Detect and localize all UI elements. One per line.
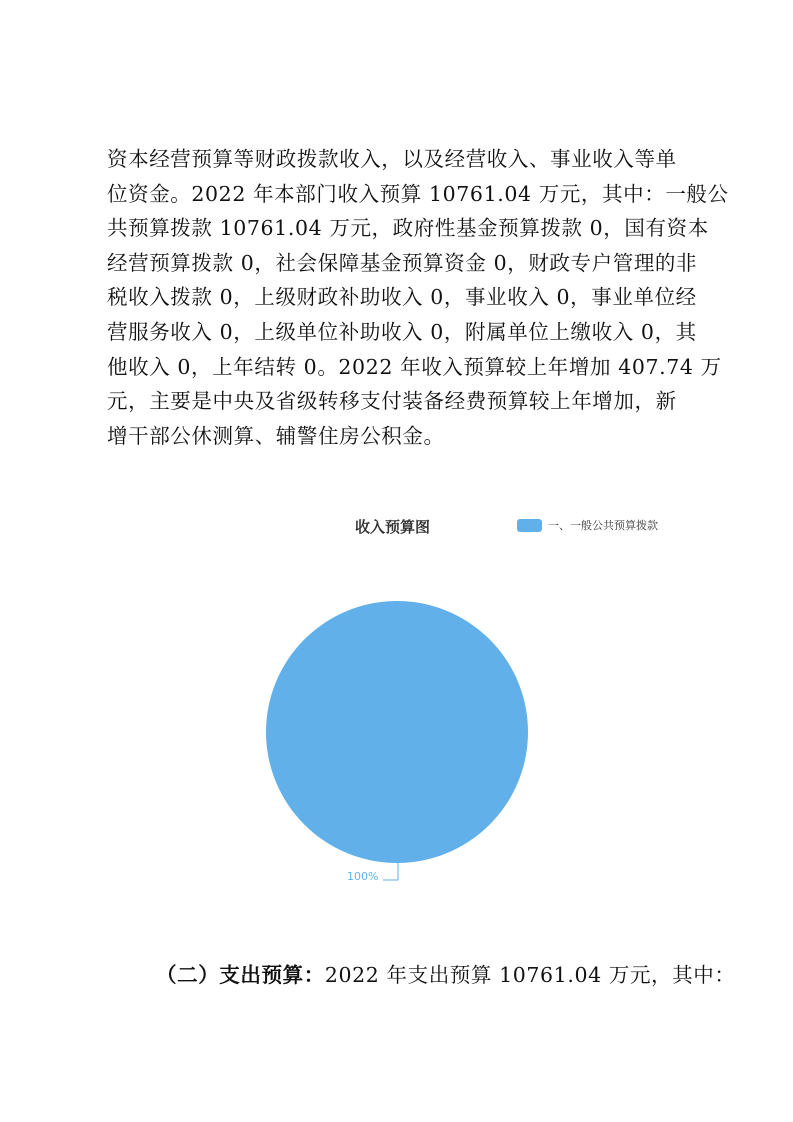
label-leader-line <box>383 862 398 880</box>
paragraph-line: 共预算拨款 10761.04 万元，政府性基金预算拨款 0，国有资本 <box>107 216 709 241</box>
section-heading-line <box>156 958 735 988</box>
section-heading: （二）支出预算： <box>156 963 325 987</box>
slice-percent-label: 100% <box>347 870 379 883</box>
paragraph-line: 资本经营预算等财政拨款收入，以及经营收入、事业收入等单 <box>107 147 677 171</box>
paragraph-line: 位资金。2022 年本部门收入预算 10761.04 万元，其中：一般公 <box>107 181 729 206</box>
paragraph-line: 增干部公休测算、辅警住房公积金。 <box>107 423 445 448</box>
body-paragraph <box>107 142 729 453</box>
paragraph-line: 他收入 0，上年结转 0。2022 年收入预算较上年增加 407.74 万 <box>107 354 722 379</box>
paragraph-line: 税收入拨款 0，上级财政补助收入 0，事业收入 0，事业单位经 <box>107 285 697 310</box>
paragraph-line: 元，主要是中央及省级转移支付装备经费预算较上年增加，新 <box>107 389 677 414</box>
pie-slice[interactable] <box>266 601 528 863</box>
paragraph-line: 营服务收入 0，上级单位补助收入 0，附属单位上缴收入 0，其 <box>107 319 697 344</box>
chart-title: 收入预算图 <box>355 518 431 536</box>
pie-slices <box>266 601 528 863</box>
section-text: 2022 年支出预算 10761.04 万元，其中： <box>324 963 736 987</box>
paragraph-line: 经营预算拨款 0，社会保障基金预算资金 0，财政专户管理的非 <box>107 250 698 275</box>
legend-label: 一、一般公共预算拨款 <box>548 519 658 532</box>
pie-chart <box>250 512 690 892</box>
